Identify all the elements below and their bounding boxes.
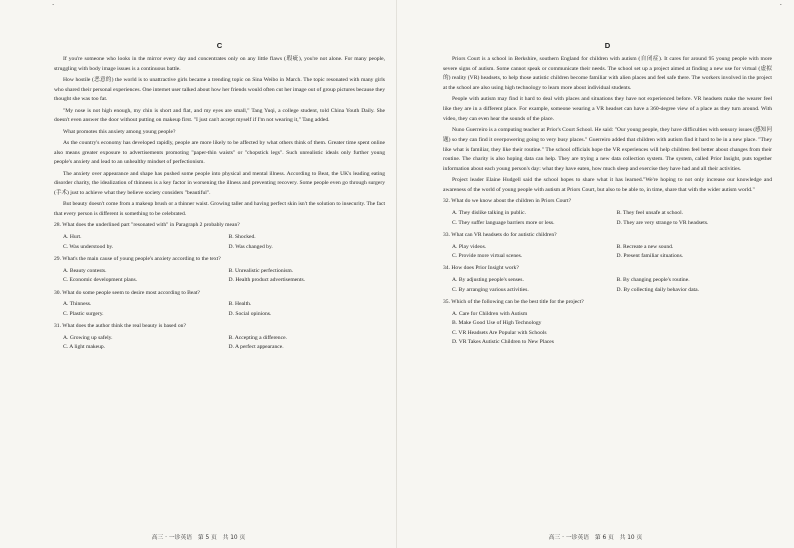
question-list [443,197,772,348]
passage-paragraph: The anxiety over appearance and shape has pushed some people into physical and mental illness. According to Beat, the UK's leading eating disorder charity, the idealization of thinness is a key factor in worsening the illness and preventing recovery. Some people even go through surgery (手术) just to achieve what they believe society considers "beautiful". [54,170,385,197]
answer-options [443,276,772,295]
answer-option: B. Recreate a new sound. [616,243,674,250]
passage-paragraph: How hostile (恶意的) the world is to unattractive girls became a trending topic on Sina Weibo in March. The topic resonated with many girls who shared their personal experiences. One internet user talked about how her friends would often cut her image out of group pictures because they thought she was too fat. [54,77,385,103]
answer-option: A. Thinness. [63,301,92,308]
answer-option: D. Present familiar situations. [616,253,684,260]
answer-option: C. Was understood by. [63,243,114,250]
answer-option: A. They dislike talking in public. [452,210,527,216]
answer-option: D. By collecting daily behavior data. [616,286,699,293]
answer-option: A. Hurt. [63,234,82,241]
passage-paragraph: As the country's economy has developed rapidly, people are more likely to be affected by what others think of them. Greater time spent online also means greater exposure to advertisements promoting "paper-thin waists" or "chopstick legs". Such unrealistic ideals only further young people's anxiety and lead to an unhealthy mindset of perfectionism. [54,140,385,166]
answer-option: C. Plastic surgery. [63,310,104,317]
answer-options [443,243,772,262]
answer-options [54,300,385,319]
passage-body [54,55,385,220]
question-stem: 33. What can VR headsets do for autistic children? [443,231,557,238]
question-stem: 31. What does the author think the real beauty is based on? [54,323,186,330]
question-stem: 35. Which of the following can be the best title for the project? [443,298,584,305]
answer-option: D. Social opinions. [228,310,272,317]
passage-heading: C [216,41,223,50]
answer-option: C. By arranging various activities. [452,286,529,293]
answer-option: A. Play videos. [452,243,487,250]
passage-paragraph: If you're someone who looks in the mirror every day and concentrates only on any little flaws (瑕疵), you're not alone. For many people, struggling with body image issues is a continuous battle. [54,56,385,72]
passage-paragraph: What promotes this anxiety among young people? [63,128,176,135]
question-stem: 32. What do we know about the children in Priors Court? [443,198,572,205]
corner-mark: · [779,1,782,9]
answer-option: A. Growing up safely. [63,334,113,341]
answer-option: C. Provide more virtual scenes. [452,253,523,260]
passage-paragraph: "My nose is not high enough, my chin is short and flat, and my eyes are small," Tang Yuqi, a college student, told China Youth Daily. She doesn't even answer the door without putting on makeup first. "I just can't accept myself if I'm not wearing it," Tang added. [54,107,385,124]
answer-option: B. Health. [228,301,252,308]
answer-option: D. Health product advertisements. [228,277,306,284]
page-footer: 高三 · 一诊英语 第 6 页 共 10 页 [548,535,643,541]
passage-paragraph: People with autism may find it hard to deal with places and situations they have not experienced before. VR headsets make the wearer feel like they are in a different place. For example, someone wearing a VR headset can have a 360-degree view of a place as they turn around. With video, they can even hear the sounds of the place. [443,96,772,122]
answer-options [443,310,772,348]
answer-option: C. They suffer language barriers more or less. [452,219,555,226]
question-stem: 28. What does the underlined part "resonated with" in Paragraph 2 probably mean? [54,222,240,229]
answer-option: C. Economic development plans. [63,277,138,284]
question-stem: 29. What's the main cause of young people's anxiety according to the text? [54,255,221,262]
answer-option: C. VR Headsets Are Popular with Schools [452,329,547,336]
page-footer: 高三 · 一诊英语 第 5 页 共 10 页 [151,535,246,541]
passage-paragraph: But beauty doesn't come from a makeup brush or a thinner waist. Growing taller and having perfect skin isn't the solution to insecurity. The fact that every person is different is something to be celebrated. [54,201,385,218]
answer-option: B. They feel unsafe at school. [616,210,684,216]
passage-body [443,55,772,196]
answer-option: B. Make Good Use of High Technology [452,320,542,327]
answer-options [54,334,385,353]
answer-option: B. Shocked. [228,234,256,241]
question-stem: 34. How does Prior Insight work? [443,265,519,272]
answer-options [54,267,385,286]
answer-option: D. A perfect appearance. [228,344,284,351]
passage-paragraph: Project leader Elaine Hudgell said the school hopes to share what it has learned."We're hoping to not only increase our knowledge and awareness of the world of young people with autism at Priors Court, but also to be able to, in time, share that with the wider autism world." [443,177,772,193]
passage-paragraph: Priors Court is a school in Berkshire, southern England for children with autism (自闭症). It cares for around 95 young people with more severe signs of autism. Some cannot speak or communicate their needs. The school set up a project aimed at finding a new use for virtual (虚拟的) reality (VR) headsets, to help those autistic children become familiar with alien places and feel safe there. The workers involved in the project at the school are also using high technology to learn more about individual students. [443,56,772,92]
answer-option: D. Was changed by. [228,243,273,250]
right-page [397,0,794,548]
answer-options [54,233,385,252]
question-list [54,221,385,353]
answer-option: C. A light makeup. [63,344,106,351]
answer-option: B. Accepting a difference. [228,334,287,341]
answer-option: B. Unrealistic perfectionism. [228,267,294,274]
answer-option: A. Care for Children with Autism [452,310,528,317]
passage-paragraph: Nuno Guerreiro is a computing teacher at Prior's Court School. He said: "Our young people, they have difficulties with sensory issues (感知问题) so they can find it overpowering going to very busy places." Guerreiro added that children with autism find it hard to be in a new place. "They like what is familiar, they like their routine." The school officials hope the VR experiences will help children feel better about changes from their routine. The charity is also hoping data can help. They are trying a new data collection system. The system, called Prior Insight, puts together information about each young person's day: what they have eaten, how much sleep and exercise they have had and all their activities. [443,127,772,172]
answer-option: A. Beauty contests. [63,267,107,274]
question-stem: 30. What do some people seem to desire most according to Beat? [54,289,200,296]
passage-heading: D [604,41,611,50]
answer-options [443,209,772,228]
answer-option: D. VR Takes Autistic Children to New Places [452,339,554,346]
corner-mark: · [52,1,55,9]
answer-option: B. By changing people's routine. [616,277,690,284]
answer-option: A. By adjusting people's senses. [452,277,524,284]
answer-option: D. They are very strange to VR headsets. [616,219,709,226]
